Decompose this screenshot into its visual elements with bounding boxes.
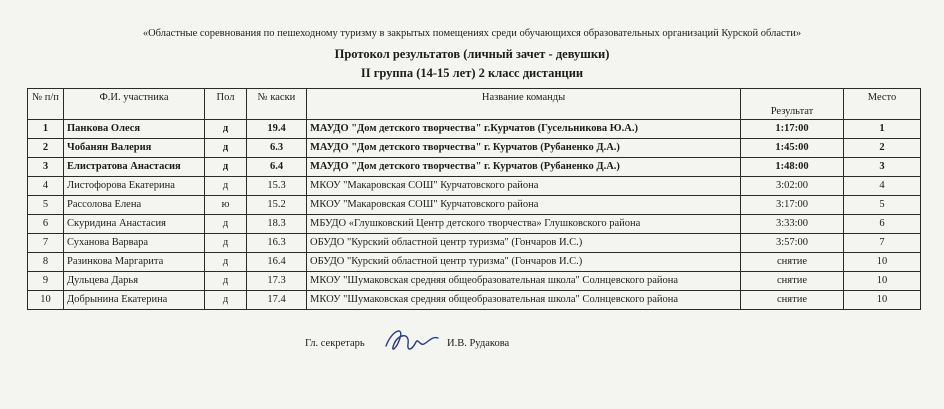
place: 10: [844, 253, 921, 272]
table-row: [28, 177, 921, 196]
col-place-header: Место: [844, 89, 921, 120]
result-time: 1:45:00: [741, 139, 844, 158]
team-name: МКОУ "Макаровская СОШ" Курчатовского района: [307, 196, 741, 215]
participant-sex: д: [205, 291, 247, 310]
row-num: 10: [28, 291, 64, 310]
row-num: 4: [28, 177, 64, 196]
result-time: 3:33:00: [741, 215, 844, 234]
place: 7: [844, 234, 921, 253]
col-name-header: Ф.И. участника: [64, 89, 205, 120]
place: 10: [844, 272, 921, 291]
card-number: 18.3: [247, 215, 307, 234]
participant-name: Листофорова Екатерина: [64, 177, 205, 196]
table-row: [28, 139, 921, 158]
participant-sex: д: [205, 158, 247, 177]
participant-name: Елистратова Анастасия: [64, 158, 205, 177]
result-time: снятие: [741, 253, 844, 272]
place: 5: [844, 196, 921, 215]
result-time: 1:48:00: [741, 158, 844, 177]
table-row: [28, 272, 921, 291]
participant-name: Панкова Олеся: [64, 120, 205, 139]
result-time: 3:57:00: [741, 234, 844, 253]
table-row: [28, 234, 921, 253]
row-num: 2: [28, 139, 64, 158]
row-num: 3: [28, 158, 64, 177]
place: 2: [844, 139, 921, 158]
card-number: 19.4: [247, 120, 307, 139]
team-name: МКОУ "Шумаковская средняя общеобразовательная школа" Солнцевского района: [307, 291, 741, 310]
protocol-title: Протокол результатов (личный зачет - девушки): [334, 47, 610, 61]
participant-name: Скуридина Анастасия: [64, 215, 205, 234]
team-name: МАУДО "Дом детского творчества" г. Курчатов (Рубаненко Д.А.): [307, 139, 741, 158]
team-name: ОБУДО "Курский областной центр туризма" (Гончаров И.С.): [307, 253, 741, 272]
participant-name: Разинкова Маргарита: [64, 253, 205, 272]
participant-name: Добрынина Екатерина: [64, 291, 205, 310]
table-row: [28, 215, 921, 234]
place: 1: [844, 120, 921, 139]
card-number: 16.3: [247, 234, 307, 253]
row-num: 5: [28, 196, 64, 215]
signature-icon: [382, 324, 442, 358]
card-number: 16.4: [247, 253, 307, 272]
row-num: 6: [28, 215, 64, 234]
col-card-header: № каски: [247, 89, 307, 120]
card-number: 15.3: [247, 177, 307, 196]
team-name: МКОУ "Шумаковская средняя общеобразовательная школа" Солнцевского района: [307, 272, 741, 291]
col-sex-header: Пол: [205, 89, 247, 120]
participant-sex: д: [205, 177, 247, 196]
result-time: снятие: [741, 291, 844, 310]
team-name: МБУДО «Глушковский Центр детского творчества» Глушковского района: [307, 215, 741, 234]
table-row: [28, 120, 921, 139]
row-num: 8: [28, 253, 64, 272]
participant-name: Дульцева Дарья: [64, 272, 205, 291]
participant-name: Рассолова Елена: [64, 196, 205, 215]
competition-title: «Областные соревнования по пешеходному туризму в закрытых помещениях среди обучающихся образовательных организаций Курской области»: [142, 28, 802, 39]
participant-sex: д: [205, 120, 247, 139]
table-row: [28, 253, 921, 272]
participant-sex: д: [205, 234, 247, 253]
row-num: 9: [28, 272, 64, 291]
col-num-header: № п/п: [28, 89, 64, 120]
team-name: МАУДО "Дом детского творчества" г.Курчатов (Гусельникова Ю.А.): [307, 120, 741, 139]
place: 6: [844, 215, 921, 234]
team-name: МКОУ "Макаровская СОШ" Курчатовского района: [307, 177, 741, 196]
table-row: [28, 158, 921, 177]
card-number: 15.2: [247, 196, 307, 215]
table-row: [28, 196, 921, 215]
table-header-row: [28, 89, 921, 120]
row-num: 1: [28, 120, 64, 139]
place: 4: [844, 177, 921, 196]
card-number: 17.3: [247, 272, 307, 291]
result-time: 3:17:00: [741, 196, 844, 215]
participant-name: Суханова Варвара: [64, 234, 205, 253]
participant-sex: д: [205, 139, 247, 158]
participant-sex: д: [205, 272, 247, 291]
col-result-header: Результат: [741, 89, 844, 120]
col-team-header: Название команды: [307, 89, 741, 120]
result-time: 1:17:00: [741, 120, 844, 139]
place: 3: [844, 158, 921, 177]
participant-sex: д: [205, 253, 247, 272]
card-number: 6.4: [247, 158, 307, 177]
team-name: МАУДО "Дом детского творчества" г. Курчатов (Рубаненко Д.А.): [307, 158, 741, 177]
result-time: 3:02:00: [741, 177, 844, 196]
secretary-name: И.В. Рудакова: [447, 338, 510, 349]
card-number: 17.4: [247, 291, 307, 310]
results-table: [27, 88, 921, 310]
card-number: 6.3: [247, 139, 307, 158]
table-row: [28, 291, 921, 310]
team-name: ОБУДО "Курский областной центр туризма" (Гончаров И.С.): [307, 234, 741, 253]
participant-name: Чобанян Валерия: [64, 139, 205, 158]
result-time: снятие: [741, 272, 844, 291]
place: 10: [844, 291, 921, 310]
group-subtitle: II группа (14-15 лет) 2 класс дистанции: [360, 66, 584, 80]
row-num: 7: [28, 234, 64, 253]
participant-sex: ю: [205, 196, 247, 215]
secretary-label: Гл. секретарь: [305, 338, 365, 349]
participant-sex: д: [205, 215, 247, 234]
